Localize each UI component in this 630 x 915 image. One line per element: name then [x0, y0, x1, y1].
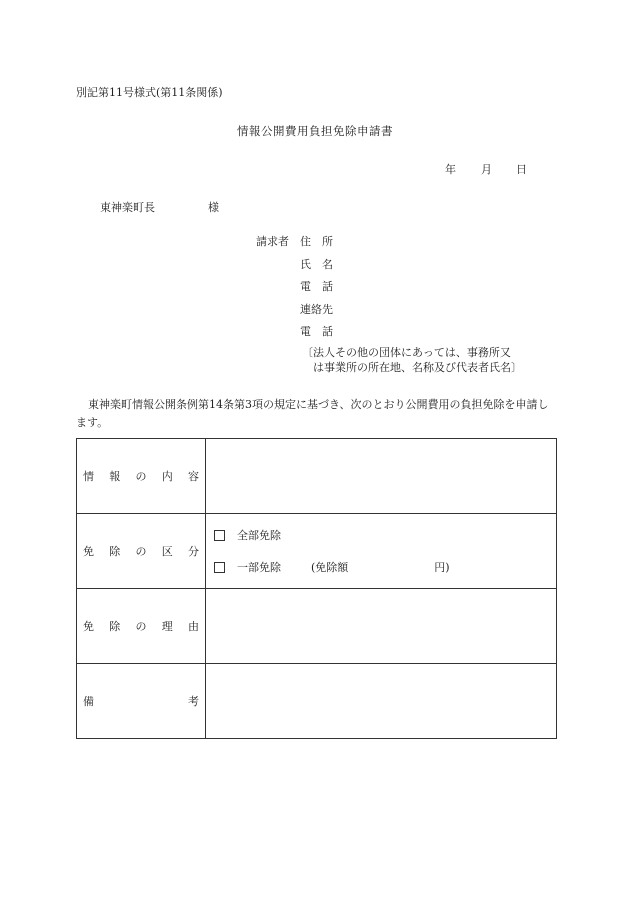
remarks-field[interactable] — [206, 664, 557, 739]
exemption-reason-field[interactable] — [206, 589, 557, 664]
label-char: 備 — [83, 695, 94, 708]
label-char: 報 — [109, 470, 121, 483]
label-char: 区 — [161, 545, 173, 558]
corporate-note-line2: は事業所の所在地、名称及び代表者氏名〕 — [302, 361, 522, 374]
label-char: 分 — [188, 545, 199, 558]
label-char: 内 — [161, 470, 173, 483]
addressee-honorific: 様 — [208, 201, 219, 214]
field-contact-phone: 電 話 — [300, 325, 333, 338]
partial-exemption-label: 一部免除 — [237, 561, 281, 574]
row-information-content — [77, 439, 557, 514]
full-exemption-checkbox[interactable] — [214, 530, 225, 541]
document-title: 情報公開費用負担免除申請書 — [237, 124, 393, 138]
applicant-label: 請求者 — [256, 235, 289, 248]
label-information-content — [77, 439, 206, 514]
option-full-exemption — [214, 527, 556, 543]
corporate-note-line1: 〔法人その他の団体にあっては、事務所又 — [302, 346, 511, 359]
row-exemption-reason — [77, 589, 557, 664]
label-char: 由 — [188, 620, 199, 633]
corporate-note — [302, 345, 522, 375]
row-remarks — [77, 664, 557, 739]
label-char: 情 — [83, 470, 94, 483]
label-char: 免 — [83, 545, 94, 558]
information-content-field[interactable] — [206, 439, 557, 514]
application-statement: 東神楽町情報公開条例第14条第3項の規定に基づき、次のとおり公開費用の負担免除を申請します。 — [76, 398, 549, 429]
exemption-type-field — [206, 514, 557, 589]
date-day: 日 — [516, 163, 527, 176]
partial-exemption-checkbox[interactable] — [214, 562, 225, 573]
addressee-name: 東神楽町長 — [100, 201, 155, 214]
date-year: 年 — [445, 163, 456, 176]
label-char: の — [135, 620, 147, 633]
label-remarks — [77, 664, 206, 739]
form-reference: 別記第11号様式(第11条関係) — [76, 86, 223, 99]
label-char: 考 — [188, 695, 199, 708]
label-exemption-reason — [77, 589, 206, 664]
label-exemption-type — [77, 514, 206, 589]
date-month: 月 — [481, 163, 492, 176]
option-partial-exemption — [214, 559, 556, 575]
yen-label: 円) — [434, 561, 450, 574]
field-address: 住 所 — [300, 235, 333, 248]
application-table — [76, 438, 557, 739]
field-phone: 電 話 — [300, 280, 333, 293]
label-char: 免 — [83, 620, 94, 633]
label-char: 理 — [161, 620, 173, 633]
label-char: 除 — [109, 545, 121, 558]
label-char: 容 — [188, 470, 199, 483]
field-name: 氏 名 — [300, 258, 333, 271]
full-exemption-label: 全部免除 — [237, 529, 281, 542]
field-contact: 連絡先 — [300, 303, 333, 316]
exemption-amount-label: (免除額 — [311, 561, 349, 574]
row-exemption-type — [77, 514, 557, 589]
label-char: の — [135, 545, 147, 558]
label-char: の — [135, 470, 147, 483]
label-char: 除 — [109, 620, 121, 633]
